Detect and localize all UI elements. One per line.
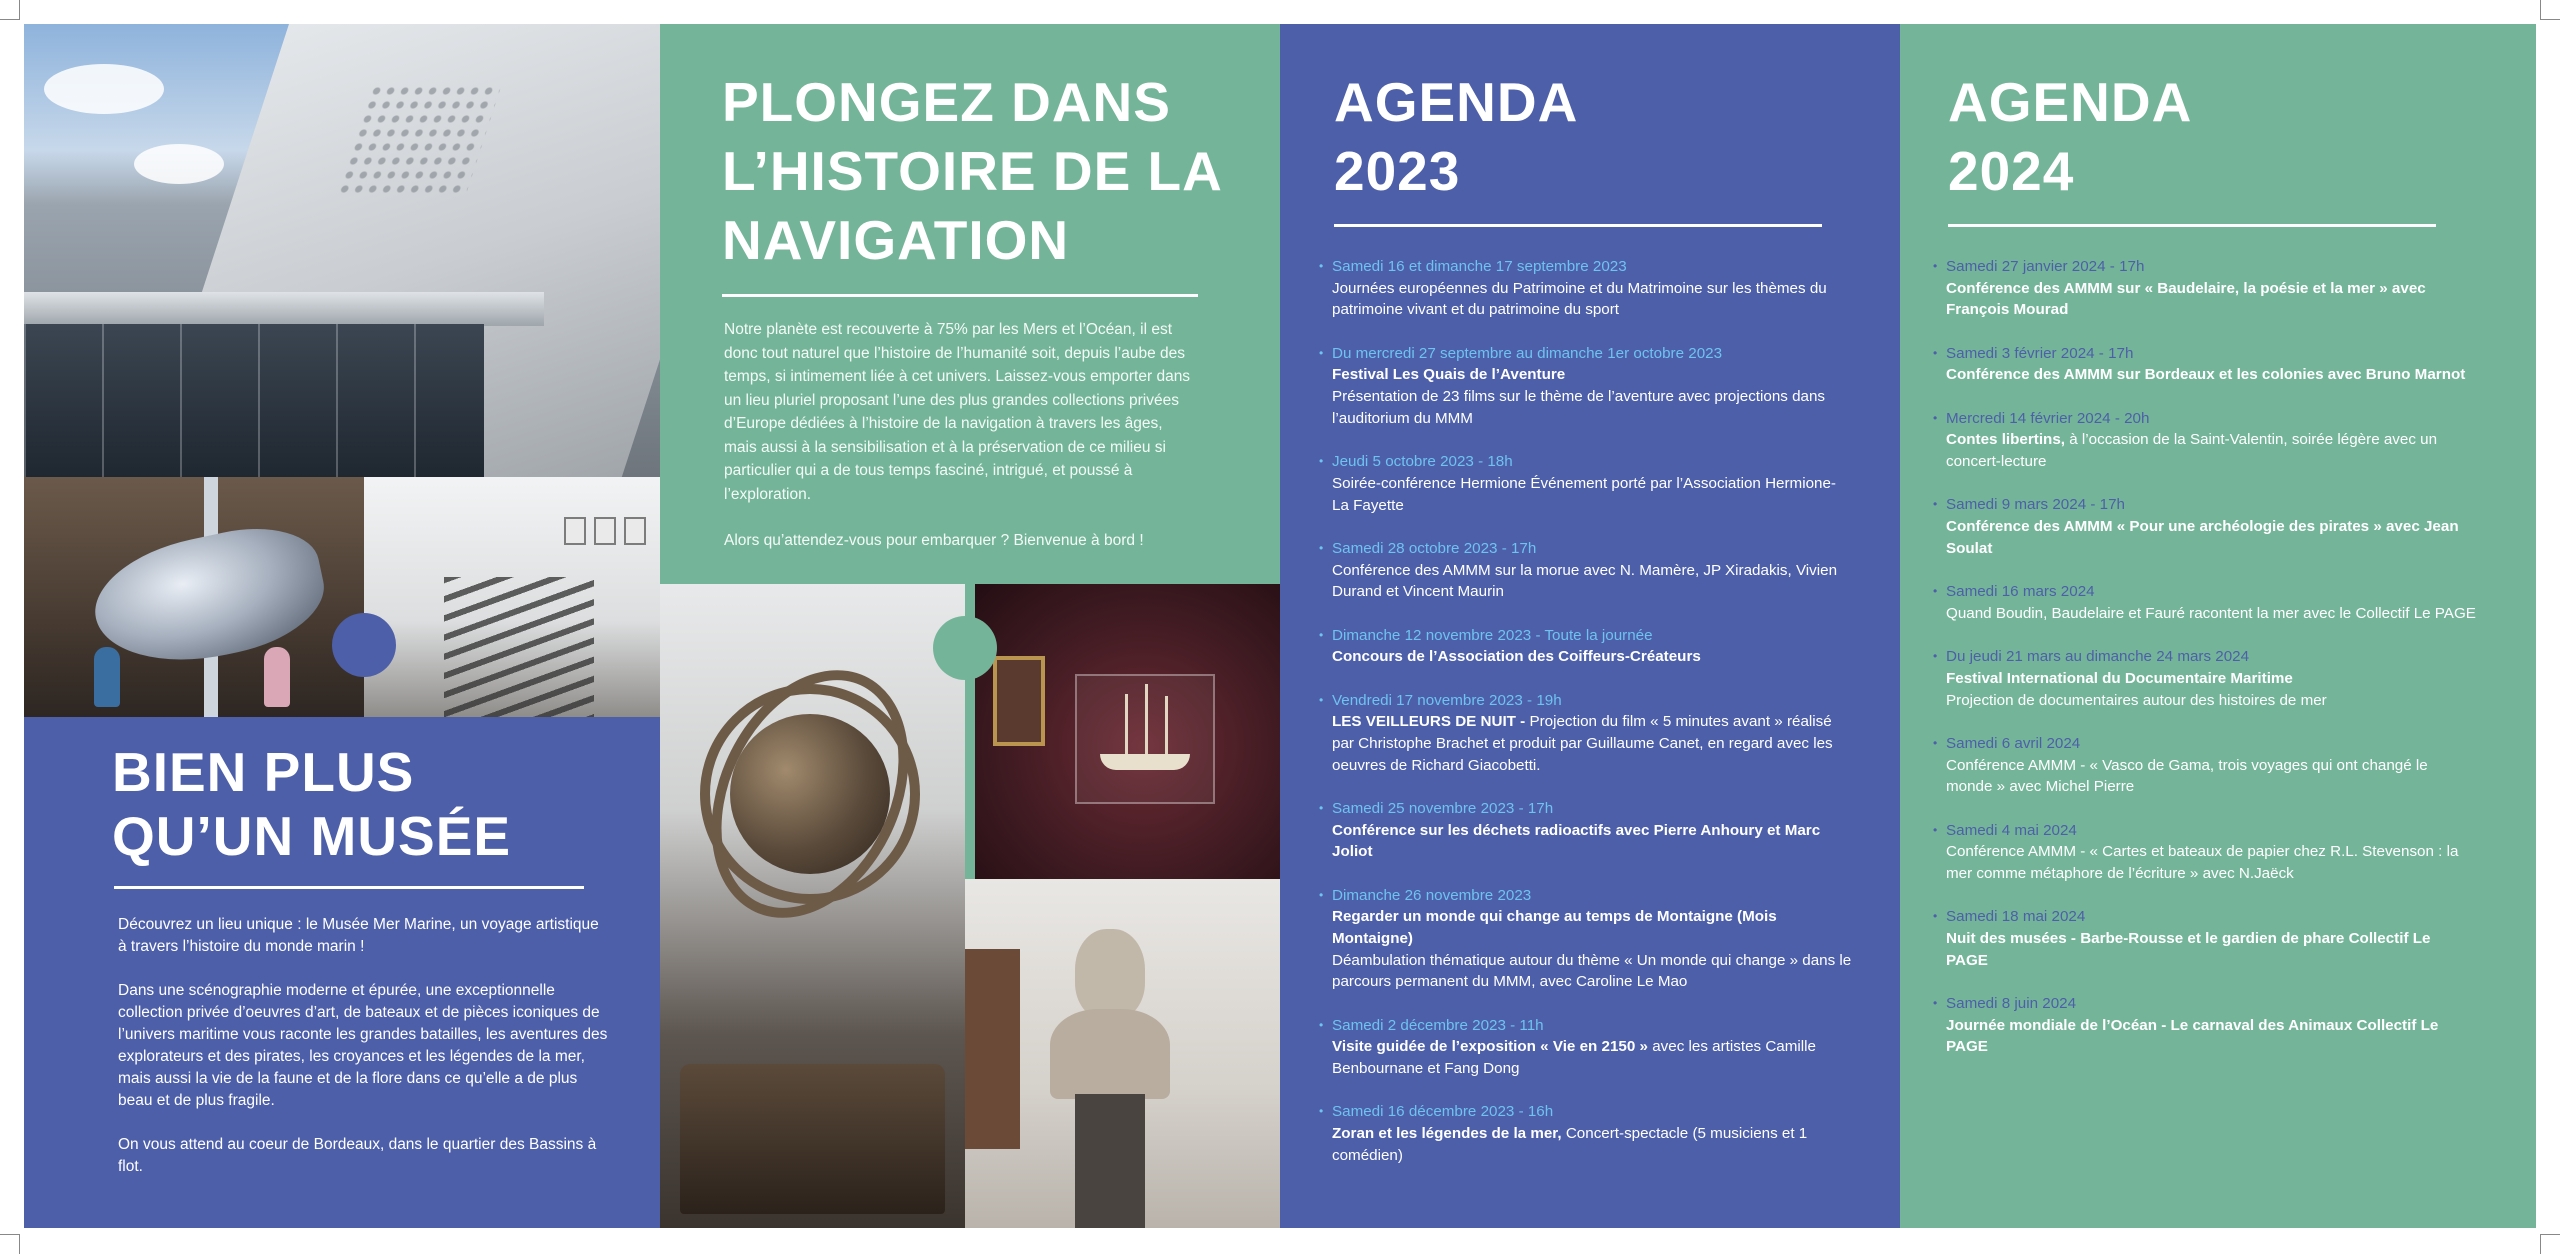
event-title: Visite guidée de l’exposition « Vie en 2150 »: [1332, 1038, 1648, 1056]
agenda-item: [1946, 646, 2476, 711]
event-title: Journée mondiale de l’Océan - Le carnaval des Animaux Collectif Le PAGE: [1946, 1016, 2439, 1056]
event-description: Concert-spectacle (5 musiciens et 1 comédien): [1332, 1125, 1808, 1164]
wall-frame: [594, 517, 616, 545]
event-title: Contes libertins,: [1946, 431, 2065, 449]
event-date: • Du jeudi 21 mars au dimanche 24 mars 2024: [1946, 648, 2250, 666]
event-description: à l’occasion de la Saint-Valentin, soirée légère avec un concert-lecture: [1946, 431, 2438, 471]
museum-interior-photo: [364, 477, 660, 717]
event-title: LES VEILLEURS DE NUIT -: [1332, 713, 1526, 731]
glass-mullions: [24, 324, 484, 477]
crop-mark-top-right: [2540, 0, 2560, 20]
event-date: • Jeudi 5 octobre 2023 - 18h: [1332, 453, 1513, 471]
ship-mast: [1125, 694, 1128, 756]
event-date: • Samedi 16 mars 2024: [1946, 583, 2095, 601]
panel-agenda-2024: [1900, 24, 2536, 1228]
panel-bien-plus-qu-un-musee: [24, 24, 660, 1228]
event-description: Projection de documentaires autour des histoires de mer: [1946, 691, 2327, 709]
agenda-item: [1332, 798, 1852, 863]
paragraph: Notre planète est recouverte à 75% par les Mers et l’Océan, il est donc tout naturel que l’histoire de l’humanité soit, depuis l’aube des temps, si intimement liée à cet univers. Laissez-vous emporter dans un lieu pluriel proposant l’une des plus grandes collections privées d’Europe dédiées à l’histoire de la navigation à travers les âges, mais aussi à la sensibilisation et à la préservation de ce milieu si particulier qui a de tous temps fasciné, intrigué, et poussé à l’exploration.: [724, 321, 1191, 503]
agenda-item: [1332, 1101, 1852, 1166]
crop-mark-bottom-left: [0, 1234, 20, 1254]
event-date: • Samedi 6 avril 2024: [1946, 734, 2081, 752]
panel2-body: [724, 318, 1194, 576]
event-description: Déambulation thématique autour du thème « Un monde qui change » dans le parcours permanent du MMM, avec Caroline Le Mao: [1332, 951, 1852, 991]
panel2-title: PLONGEZ DANS L’HISTOIRE DE LA NAVIGATION: [722, 71, 1223, 271]
armillary-sphere-photo: [660, 584, 965, 1228]
agenda-2024-title: AGENDA 2024: [1948, 71, 2193, 202]
agenda-item: [1332, 343, 1852, 430]
event-title: Conférence des AMMM sur Bordeaux et les colonies avec Bruno Marnot: [1946, 366, 2466, 384]
agenda-item: [1332, 451, 1852, 516]
staircase: [444, 577, 594, 717]
event-date: • Samedi 28 octobre 2023 - 17h: [1332, 539, 1537, 557]
agenda-item: [1946, 343, 2476, 386]
event-title: Festival Les Quais de l’Aventure: [1332, 366, 1566, 384]
event-title: Conférence des AMMM « Pour une archéologie des pirates » avec Jean Soulat: [1946, 518, 2459, 557]
agenda-item: [1332, 885, 1852, 994]
agenda-2024-list: [1946, 256, 2476, 1080]
bust-body: [1050, 1009, 1170, 1099]
panel-agenda-2023: [1280, 24, 1900, 1228]
event-title: Concours de l’Association des Coiffeurs-Créateurs: [1332, 648, 1701, 666]
bust-sculpture-photo: [965, 879, 1280, 1228]
event-description: Conférence AMMM - « Vasco de Gama, trois voyages qui ont changé le monde » avec Michel Pierre: [1946, 756, 2428, 796]
ship-model-photo: [975, 584, 1280, 879]
building-canopy: [24, 292, 544, 326]
agenda-item: [1946, 733, 2476, 798]
decorative-circle: [332, 613, 396, 677]
event-date: • Samedi 25 novembre 2023 - 17h: [1332, 799, 1554, 817]
event-title: Nuit des musées - Barbe-Rousse et le gardien de phare Collectif Le PAGE: [1946, 929, 2431, 969]
agenda-item: [1332, 625, 1852, 668]
child-figure: [94, 647, 120, 707]
event-date: • Samedi 8 juin 2024: [1946, 994, 2077, 1012]
event-description: Soirée-conférence Hermione Événement porté par l’Association Hermione-La Fayette: [1332, 474, 1836, 514]
event-date: • Samedi 18 mai 2024: [1946, 908, 2086, 926]
bust-head: [1075, 929, 1145, 1019]
event-date: • Samedi 27 janvier 2024 - 17h: [1946, 258, 2145, 275]
ship-mast: [1145, 684, 1148, 756]
event-date: • Samedi 2 décembre 2023 - 11h: [1332, 1016, 1544, 1034]
agenda-item: [1332, 256, 1852, 321]
globe: [730, 714, 890, 874]
crop-mark-top-left: [0, 0, 20, 20]
agenda-item: [1332, 538, 1852, 603]
title-divider: [722, 294, 1198, 297]
paragraph: On vous attend au coeur de Bordeaux, dans le quartier des Bassins à flot.: [118, 1136, 597, 1175]
event-date: • Dimanche 12 novembre 2023 - Toute la journée: [1332, 626, 1653, 644]
wall-panel: [965, 949, 1020, 1149]
wall-frame: [564, 517, 586, 545]
title-divider: [1948, 224, 2436, 227]
event-date: • Samedi 16 et dimanche 17 septembre 2023: [1332, 258, 1627, 275]
painting-frame: [993, 656, 1045, 746]
child-figure: [264, 647, 290, 707]
paragraph: Découvrez un lieu unique : le Musée Mer Marine, un voyage artistique à travers l’histoire du monde marin !: [118, 916, 599, 955]
ship-mast: [1165, 696, 1168, 756]
event-description: Quand Boudin, Baudelaire et Fauré racontent la mer avec le Collectif Le PAGE: [1946, 604, 2476, 622]
sphere-base: [680, 1064, 945, 1214]
paragraph: Alors qu’attendez-vous pour embarquer ? Bienvenue à bord !: [724, 532, 1144, 549]
wall-frame: [624, 517, 646, 545]
event-description: Projection du film « 5 minutes avant » réalisé par Christophe Brachet et produit par Guillaume Canet, en regard avec les oeuvres de Richard Giacobetti.: [1332, 713, 1833, 774]
event-title: Regarder un monde qui change au temps de Montaigne (Mois Montaigne): [1332, 908, 1777, 948]
agenda-item: [1946, 906, 2476, 971]
event-date: • Samedi 3 février 2024 - 17h: [1946, 344, 2134, 362]
agenda-item: [1946, 494, 2476, 559]
agenda-2023-title: AGENDA 2023: [1334, 71, 1579, 202]
decorative-circle: [933, 616, 997, 680]
bust-pedestal: [1075, 1094, 1145, 1228]
event-date: • Samedi 9 mars 2024 - 17h: [1946, 496, 2125, 514]
panel1-title: BIEN PLUS QU’UN MUSÉE: [112, 741, 512, 867]
panel1-body: [118, 914, 608, 1200]
cloud-shape: [134, 144, 224, 184]
event-date: • Vendredi 17 novembre 2023 - 19h: [1332, 691, 1562, 709]
event-date: • Dimanche 26 novembre 2023: [1332, 886, 1532, 904]
event-description: Conférence des AMMM sur la morue avec N. Mamère, JP Xiradakis, Vivien Durand et Vincent Maurin: [1332, 561, 1838, 601]
agenda-item: [1946, 256, 2476, 321]
event-title: Conférence des AMMM sur « Baudelaire, la poésie et la mer » avec François Mourad: [1946, 279, 2426, 319]
shark-sculpture: [84, 514, 334, 679]
event-title: Conférence sur les déchets radioactifs avec Pierre Anhoury et Marc Joliot: [1332, 821, 1821, 861]
agenda-item: [1332, 690, 1852, 777]
museum-building-photo: [24, 24, 660, 477]
event-title: Zoran et les légendes de la mer,: [1332, 1125, 1562, 1143]
event-date: • Samedi 16 décembre 2023 - 16h: [1332, 1103, 1554, 1121]
title-divider: [114, 886, 584, 889]
event-description: avec les artistes Camille Benbournane et Fang Dong: [1332, 1038, 1816, 1078]
shark-sculpture-photo: [24, 477, 364, 717]
event-description: Présentation de 23 films sur le thème de l’aventure avec projections dans l’auditorium du MMM: [1332, 388, 1826, 427]
crop-mark-bottom-right: [2540, 1234, 2560, 1254]
agenda-2023-list: [1332, 256, 1852, 1188]
agenda-item: [1946, 581, 2476, 624]
agenda-item: [1332, 1015, 1852, 1080]
event-description: Conférence AMMM - « Cartes et bateaux de papier chez R.L. Stevenson : la mer comme métaphore de l’écriture » avec N.Jaëck: [1946, 843, 2459, 882]
ship-hull: [1100, 754, 1190, 770]
event-description: Journées européennes du Patrimoine et du Matrimoine sur les thèmes du patrimoine vivant et du patrimoine du sport: [1332, 279, 1827, 319]
event-date: • Samedi 4 mai 2024: [1946, 821, 2077, 839]
panel-plongez-dans-l-histoire: [660, 24, 1280, 1228]
paragraph: Dans une scénographie moderne et épurée, une exceptionnelle collection privée d’oeuvres d’art, de bateaux et de pièces iconiques de l’univers maritime vous raconte les grandes batailles, les aventures des explorateurs et des pirates, les croyances et les légendes de la mer, mais aussi la vie de la faune et de la flore dans ce qu’elle a de plus beau et de plus fragile.: [118, 982, 608, 1109]
title-divider: [1334, 224, 1822, 227]
event-date: • Mercredi 14 février 2024 - 20h: [1946, 409, 2150, 427]
agenda-item: [1946, 993, 2476, 1058]
agenda-item: [1946, 408, 2476, 473]
event-date: • Du mercredi 27 septembre au dimanche 1er octobre 2023: [1332, 344, 1723, 362]
cloud-shape: [44, 64, 164, 114]
agenda-item: [1946, 820, 2476, 885]
event-title: Festival International du Documentaire Maritime: [1946, 669, 2293, 687]
